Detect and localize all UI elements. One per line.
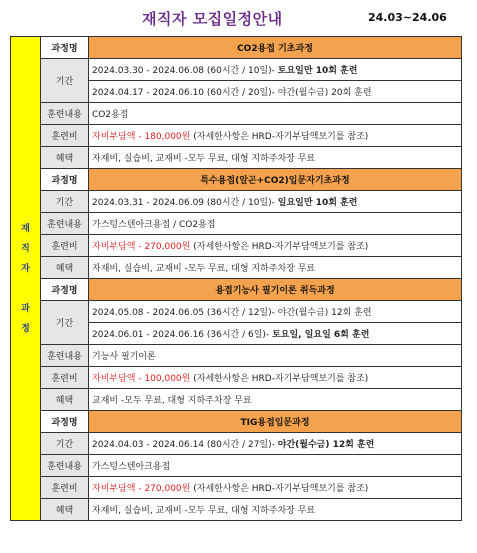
benefit-text: 자재비, 실습비, 교재비 -모두 무료, 대형 지하주차장 무료 xyxy=(89,499,462,521)
fee-label: 훈련비 xyxy=(41,367,89,389)
benefit-text: 교재비 -모두 무료, 대형 지하주차장 무료 xyxy=(89,389,462,411)
content-label: 훈련내용 xyxy=(41,455,89,477)
training-content: 가스텅스텐아크용접 xyxy=(89,455,462,477)
course-row-3 xyxy=(11,279,462,301)
period-line: 2024.03.30 - 2024.06.08 (60시간 / 10일)- 토요일만 10회 훈련 xyxy=(89,59,462,81)
content-label: 훈련내용 xyxy=(41,103,89,125)
training-fee: 자비부담액 - 100,000원 (자세한사항은 HRD-자기부담액보기를 참조) xyxy=(89,367,462,389)
benefit-text: 자재비, 실습비, 교재비 -모두 무료, 대형 지하주차장 무료 xyxy=(89,147,462,169)
period-line: 2024.04.17 - 2024.06.10 (60시간 / 20일)- 야간(월수금) 20회 훈련 xyxy=(89,81,462,103)
training-fee: 자비부담액 - 270,000원 (자세한사항은 HRD-자기부담액보기를 참조) xyxy=(89,235,462,257)
course-label: 과정명 xyxy=(41,279,89,301)
side-label: 재 직 자 과 정 xyxy=(11,37,41,521)
benefit-text: 자재비, 실습비, 교재비 -모두 무료, 대형 지하주차장 무료 xyxy=(89,257,462,279)
training-content: 기능사 필기이론 xyxy=(89,345,462,367)
period-label: 기간 xyxy=(41,59,89,103)
fee-label: 훈련비 xyxy=(41,477,89,499)
period-line: 2024.03.31 - 2024.06.09 (80시간 / 10일)- 일요일만 10회 훈련 xyxy=(89,191,462,213)
course-row-4 xyxy=(11,411,462,433)
course-name: TIG용접입문과정 xyxy=(89,411,462,433)
course-name: 용접기능사 필기이론 취득과정 xyxy=(89,279,462,301)
training-content: CO2용접 xyxy=(89,103,462,125)
period-label: 기간 xyxy=(41,191,89,213)
course-label: 과정명 xyxy=(41,169,89,191)
course-row-1 xyxy=(11,37,462,59)
training-fee: 자비부담액 - 180,000원 (자세한사항은 HRD-자기부담액보기를 참조) xyxy=(89,125,462,147)
benefit-label: 혜택 xyxy=(41,147,89,169)
content-label: 훈련내용 xyxy=(41,345,89,367)
course-label: 과정명 xyxy=(41,411,89,433)
fee-label: 훈련비 xyxy=(41,235,89,257)
fee-label: 훈련비 xyxy=(41,125,89,147)
benefit-label: 혜택 xyxy=(41,257,89,279)
recruitment-period: 24.03~24.06 xyxy=(368,11,447,24)
page-title: 재직자 모집일정안내 xyxy=(142,10,283,28)
schedule-table xyxy=(10,36,462,521)
period-label: 기간 xyxy=(41,433,89,455)
training-fee: 자비부담액 - 270,000원 (자세한사항은 HRD-자기부담액보기를 참조) xyxy=(89,477,462,499)
training-content: 가스텅스텐아크용접 / CO2용접 xyxy=(89,213,462,235)
benefit-label: 혜택 xyxy=(41,389,89,411)
course-name: 특수용접(알곤+CO2)입문자기초과정 xyxy=(89,169,462,191)
content-label: 훈련내용 xyxy=(41,213,89,235)
course-name: CO2용접 기초과정 xyxy=(89,37,462,59)
benefit-label: 혜택 xyxy=(41,499,89,521)
header xyxy=(0,8,477,30)
course-row-2 xyxy=(11,169,462,191)
period-line: 2024.05.08 - 2024.06.05 (36시간 / 12일)- 야간(월수금) 12회 훈련 xyxy=(89,301,462,323)
period-line: 2024.06.01 - 2024.06.16 (36시간 / 6일)- 토요일, 일요일 6회 훈련 xyxy=(89,323,462,345)
course-label: 과정명 xyxy=(41,37,89,59)
period-line: 2024.04.03 - 2024.06.14 (80시간 / 27일)- 야간(월수금) 12회 훈련 xyxy=(89,433,462,455)
period-label: 기간 xyxy=(41,301,89,345)
